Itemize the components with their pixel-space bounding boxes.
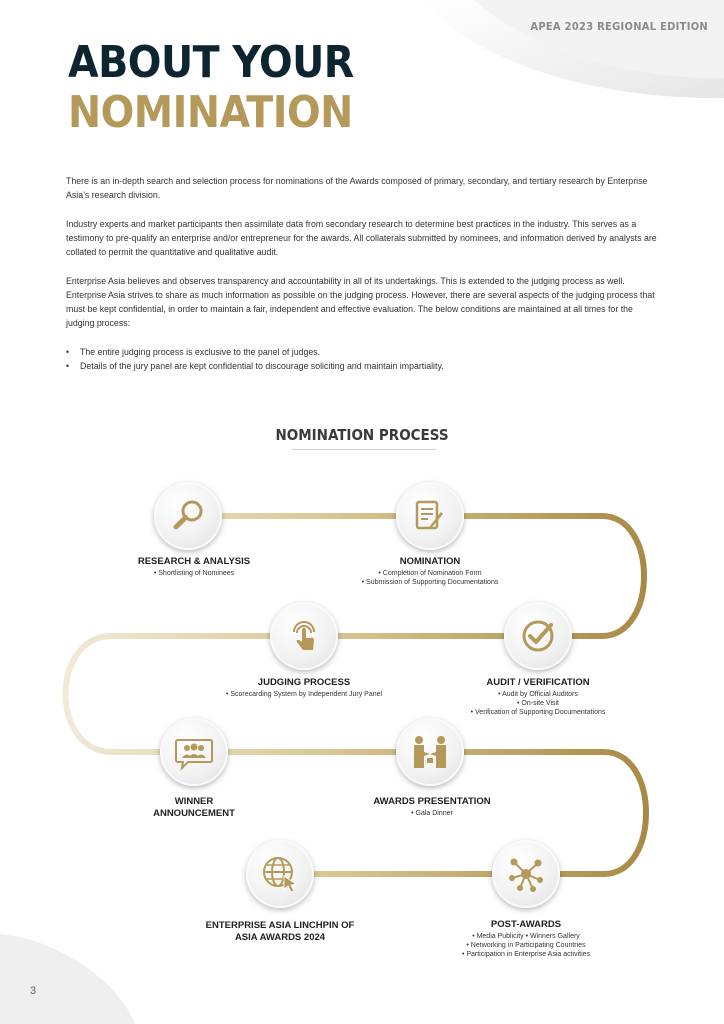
edition-label: APEA 2023 REGIONAL EDITION — [530, 20, 708, 33]
step-judging-circle — [270, 602, 338, 670]
step-linchpin-circle — [246, 840, 314, 908]
step-nomination-circle — [396, 482, 464, 550]
step-judging-label: JUDGING PROCESS — [257, 677, 351, 688]
handshake-icon — [410, 732, 450, 772]
step-post-awards-desc-3: • Participation in Enterprise Asia activities — [461, 951, 591, 958]
checkmark-icon — [518, 616, 558, 656]
step-research-circle — [154, 482, 222, 550]
condition-item: • Details of the jury panel are kept confidential to discourage soliciting and maintain impartiality. — [66, 359, 660, 373]
network-icon — [506, 854, 546, 894]
step-research-desc: • Shortlisting of Nominees — [153, 570, 235, 577]
step-awards-desc: • Gala Dinner — [411, 810, 453, 817]
step-audit-label: AUDIT / VERIFICATION — [486, 677, 590, 688]
magnifier-icon — [168, 496, 208, 536]
step-audit-desc-2: • On-site Visit — [517, 700, 559, 707]
group-speech-icon — [174, 732, 214, 772]
page-number: 3 — [30, 985, 37, 997]
step-nomination-label: NOMINATION — [399, 556, 461, 567]
step-winner-label-1: WINNER — [174, 796, 214, 807]
step-linchpin-label-2: ASIA AWARDS 2024 — [234, 932, 326, 943]
step-post-awards-desc-2: • Networking in Participating Countries — [466, 942, 586, 949]
step-research-label: RESEARCH & ANALYSIS — [137, 556, 251, 567]
title-line-2: NOMINATION — [68, 87, 353, 138]
step-awards-circle — [396, 718, 464, 786]
step-post-awards-label: POST-AWARDS — [490, 919, 562, 930]
step-audit-desc-3: • Verification of Supporting Documentations — [470, 709, 606, 716]
step-audit-desc-1: • Audit by Official Auditors — [498, 691, 578, 698]
step-nomination-desc-2: • Submission of Supporting Documentations — [361, 579, 499, 586]
form-pen-icon — [410, 496, 450, 536]
step-judging-desc: • Scorecarding System by Independent Jury Panel — [225, 691, 383, 698]
step-winner-label-2: ANNOUNCEMENT — [153, 808, 235, 819]
step-post-awards-desc-1: • Media Publicity • Winners Gallery — [472, 933, 580, 940]
paragraph-2: Industry experts and market participants then assimilate data from secondary research to determine best practices in the industry. This serves as a testimony to pre-qualify an enterprise and/or entrepreneur for the awards. All collaterals submitted by nominees, and information derived by analysts are collated to permit the quantitative and qualitative audit. — [66, 219, 657, 257]
condition-item: • The entire judging process is exclusive to the panel of judges. — [66, 345, 660, 359]
globe-cursor-icon — [260, 854, 300, 894]
step-winner-circle — [160, 718, 228, 786]
step-nomination-desc-1: • Completion of Nomination Form — [378, 570, 482, 577]
paragraph-3: Enterprise Asia believes and observes transparency and accountability in all of its undertakings. This is extended to the judging process as well. Enterprise Asia strives to share as much information as possible on the judging process. However, there are several aspects of the judging process that must be kept confidential, in order to maintain a fair, independent and effective evaluation. The below conditions are maintained at all times for the judging process: — [66, 276, 655, 328]
paragraph-1: There is an in-depth search and selection process for nominations of the Awards composed of primary, secondary, and tertiary research by Enterprise Asia’s research division. — [66, 176, 648, 200]
step-audit-circle — [504, 602, 572, 670]
step-linchpin-label-1: ENTERPRISE ASIA LINCHPIN OF — [205, 920, 355, 931]
process-title: NOMINATION PROCESS — [275, 426, 449, 444]
step-awards-label: AWARDS PRESENTATION — [373, 796, 491, 807]
step-post-awards-circle — [492, 840, 560, 908]
title-line-1: ABOUT YOUR — [68, 37, 354, 88]
touch-hand-icon — [284, 616, 324, 656]
